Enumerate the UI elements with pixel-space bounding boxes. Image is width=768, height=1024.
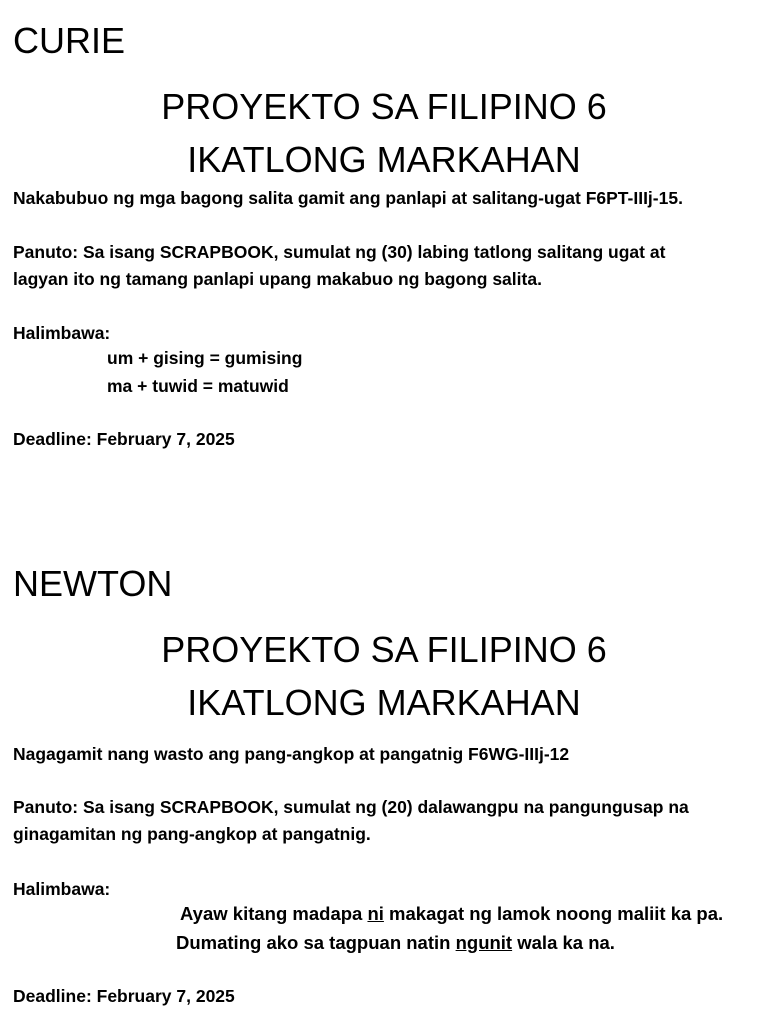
example-text: makagat ng lamok noong maliit ka pa. — [383, 903, 724, 924]
instructions-line-2: lagyan ito ng tamang panlapi upang makabuo ng bagong salita. — [13, 269, 542, 289]
example-text: Dumating ako sa tagpuan natin — [176, 932, 456, 953]
instructions-line-1: Panuto: Sa isang SCRAPBOOK, sumulat ng (20) dalawangpu na pangungusap na — [13, 797, 689, 817]
instructions-line-2: ginagamitan ng pang-angkop at pangatnig. — [13, 824, 371, 844]
example-label: Halimbawa: — [13, 879, 111, 899]
section-name: NEWTON — [13, 563, 173, 604]
objective-text: Nagagamit nang wasto ang pang-angkop at pangatnig F6WG-IIIj-12 — [13, 744, 570, 764]
example-text: Ayaw kitang madapa — [180, 903, 368, 924]
underlined-word: ni — [367, 903, 384, 924]
quarter-title: IKATLONG MARKAHAN — [187, 139, 581, 180]
example-item: um + gising = gumising — [107, 348, 303, 368]
example-item: ma + tuwid = matuwid — [107, 376, 289, 396]
section-name: CURIE — [13, 20, 126, 61]
example-sentence — [176, 929, 615, 957]
project-title: PROYEKTO SA FILIPINO 6 — [161, 86, 607, 127]
deadline-text: Deadline: February 7, 2025 — [13, 986, 235, 1006]
example-sentence — [180, 900, 723, 928]
instructions-line-1: Panuto: Sa isang SCRAPBOOK, sumulat ng (30) labing tatlong salitang ugat at — [13, 242, 666, 262]
underlined-word: ngunit — [455, 932, 513, 953]
quarter-title: IKATLONG MARKAHAN — [187, 682, 581, 723]
example-text: wala ka na. — [512, 932, 615, 953]
example-label: Halimbawa: — [13, 323, 111, 343]
deadline-text: Deadline: February 7, 2025 — [13, 429, 235, 449]
project-title: PROYEKTO SA FILIPINO 6 — [161, 629, 607, 670]
objective-text: Nakabubuo ng mga bagong salita gamit ang panlapi at salitang-ugat F6PT-IIIj-15. — [13, 188, 683, 208]
